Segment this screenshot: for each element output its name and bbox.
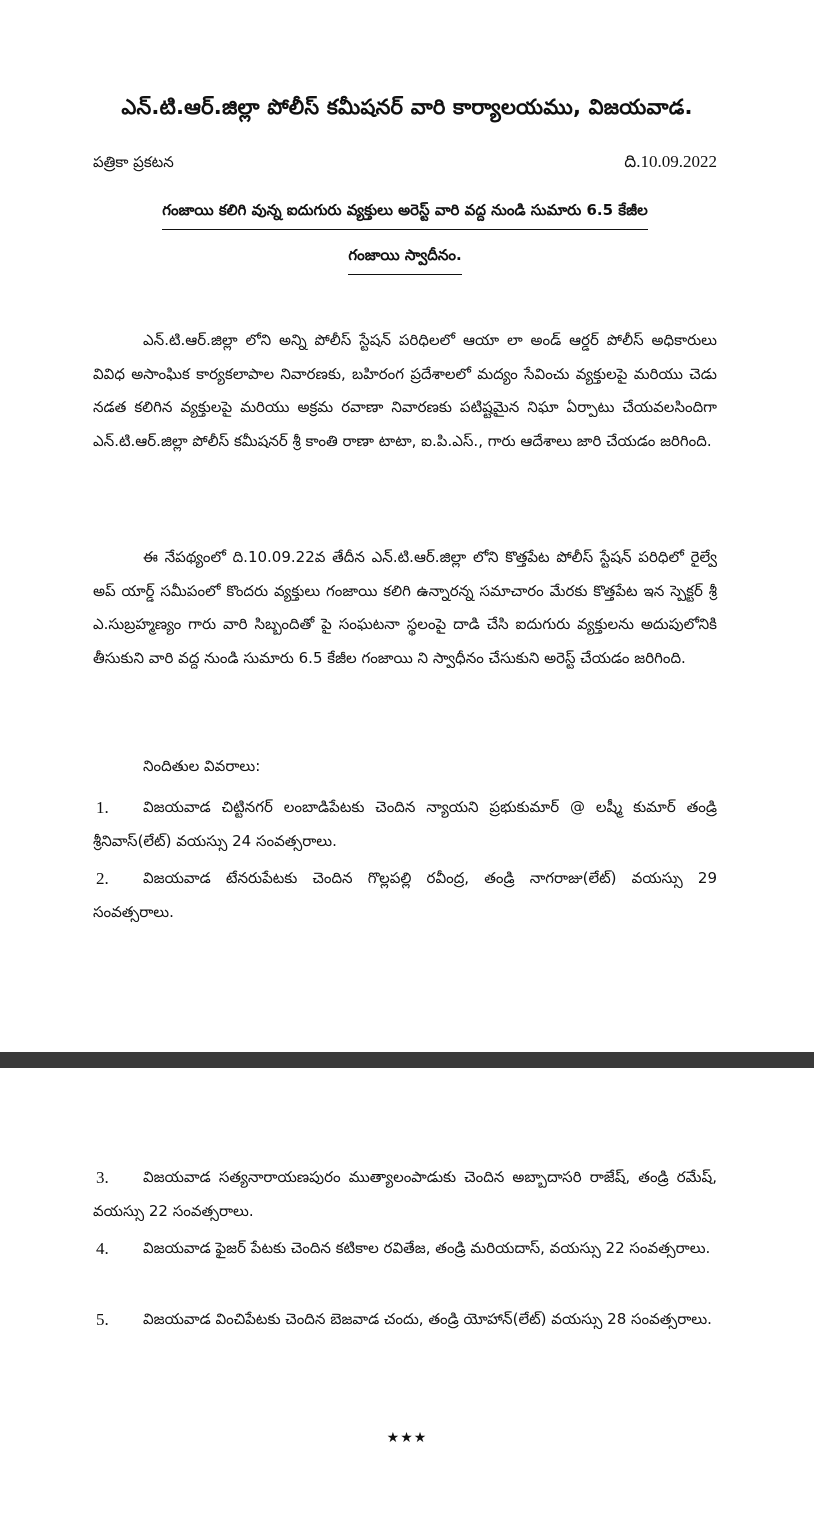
accused-item <box>93 1232 717 1266</box>
accused-item-number: 2. <box>96 869 109 888</box>
subject-line-2-text: గంజాయి స్వాదీనం. <box>348 246 461 275</box>
accused-item <box>93 862 717 929</box>
accused-details-label: నిందితుల వివరాలు: <box>143 757 261 775</box>
body-paragraph-2: ఈ నేపథ్యంలో ది.10.09.22వ తేదీన ఎన్.టి.ఆర్.జిల్లా లోని కొత్తపేట పోలీస్ స్టేషన్ పరిధిలో రైల్వే అప్ యార్డ్ సమీపంలో కొందరు వ్యక్తులు గంజాయి కలిగి ఉన్నారన్న సమాచారం మేరకు కొత్తపేట ఇన స్పెక్టర్ శ్రీ ఎ.సుబ్రహ్మణ్యం గారు వారి సిబ్బందితో పై సంఘటనా స్థలంపై దాడి చేసి ఐదుగురు వ్యక్తులను అదుపులోనికి తీసుకుని వారి వద్ద నుండి సుమారు 6.5 కేజీల గంజాయి ని స్వాధీనం చేసుకుని అరెస్ట్ చేయడం జరిగింది. <box>93 548 717 667</box>
accused-item-text: విజయవాడ వించిపేటకు చెందిన బెజవాడ చందు, తండ్రి యోహాన్(లేట్) వయస్సు 28 సంవత్సరాలు. <box>143 1310 712 1328</box>
press-release-label: పత్రికా ప్రకటన <box>93 153 174 171</box>
accused-item-text: విజయవాడ ఫైజర్ పేటకు చెందిన కటికాల రవితేజ, తండ్రి మరియదాస్, వయస్సు 22 సంవత్సరాలు. <box>143 1239 711 1257</box>
accused-item-number: 1. <box>96 798 109 817</box>
accused-item-text: విజయవాడ టేనరుపేటకు చెందిన గొల్లపల్లి రవీంద్ర, తండ్రి నాగరాజు(లేట్) వయస్సు 29 సంవత్సరాలు. <box>93 869 717 921</box>
accused-item-number: 5. <box>96 1310 109 1329</box>
accused-item <box>93 1161 717 1228</box>
accused-item <box>93 1303 717 1337</box>
accused-item-text: విజయవాడ సత్యనారాయణపురం ముత్యాలంపాడుకు చెందిన అబ్బాదాసరి రాజేష్, తండ్రి రమేష్, వయస్సు 22 సంవత్సరాలు. <box>93 1168 717 1220</box>
subject-line-2 <box>148 246 662 275</box>
subject-line-1 <box>148 201 662 230</box>
accused-item-number: 3. <box>96 1168 109 1187</box>
subject-line-1-text: గంజాయి కలిగి వున్న ఐదుగురు వ్యక్తులు అరెస్ట్ వారి వద్ద నుండి సుమారు 6.5 కేజీల <box>162 201 647 230</box>
release-date: ది.10.09.2022 <box>624 152 717 171</box>
page-separator <box>0 1052 814 1068</box>
accused-item-text: విజయవాడ చిట్టినగర్ లంబాడిపేటకు చెందిన న్యాయని ప్రభుకుమార్ @ లష్మీ కుమార్ తండ్రి శ్రీనివాస్(లేట్) వయస్సు 24 సంవత్సరాలు. <box>93 798 717 850</box>
end-marker-stars: ★★★ <box>386 1430 428 1446</box>
accused-item <box>93 791 717 858</box>
accused-item-number: 4. <box>96 1239 109 1258</box>
body-paragraph-1: ఎన్.టి.ఆర్.జిల్లా లోని అన్ని పోలీస్ స్టేషన్ పరిధిలలో ఆయా లా అండ్ ఆర్డర్ పోలీస్ అధికారులు వివిధ అసాంఘిక కార్యకలాపాల నివారణకు, బహిరంగ ప్రదేశాలలో మద్యం సేవించు వ్యక్తులపై మరియు చెడు నడత కలిగిన వ్యక్తులపై మరియు అక్రమ రవాణా నివారణకు పటిష్టమైన నిఘా ఏర్పాటు చేయవలసిందిగా ఎన్.టి.ఆర్.జిల్లా పోలీస్ కమీషనర్ శ్రీ కాంతి రాణా టాటా, ఐ.పి.ఎస్., గారు ఆదేశాలు జారి చేయడం జరిగింది. <box>93 331 717 450</box>
document-page-2 <box>0 1068 814 1526</box>
document-title: ఎన్.టి.ఆర్.జిల్లా పోలీస్ కమీషనర్ వారి కార్యాలయము, విజయవాడ. <box>121 95 693 119</box>
